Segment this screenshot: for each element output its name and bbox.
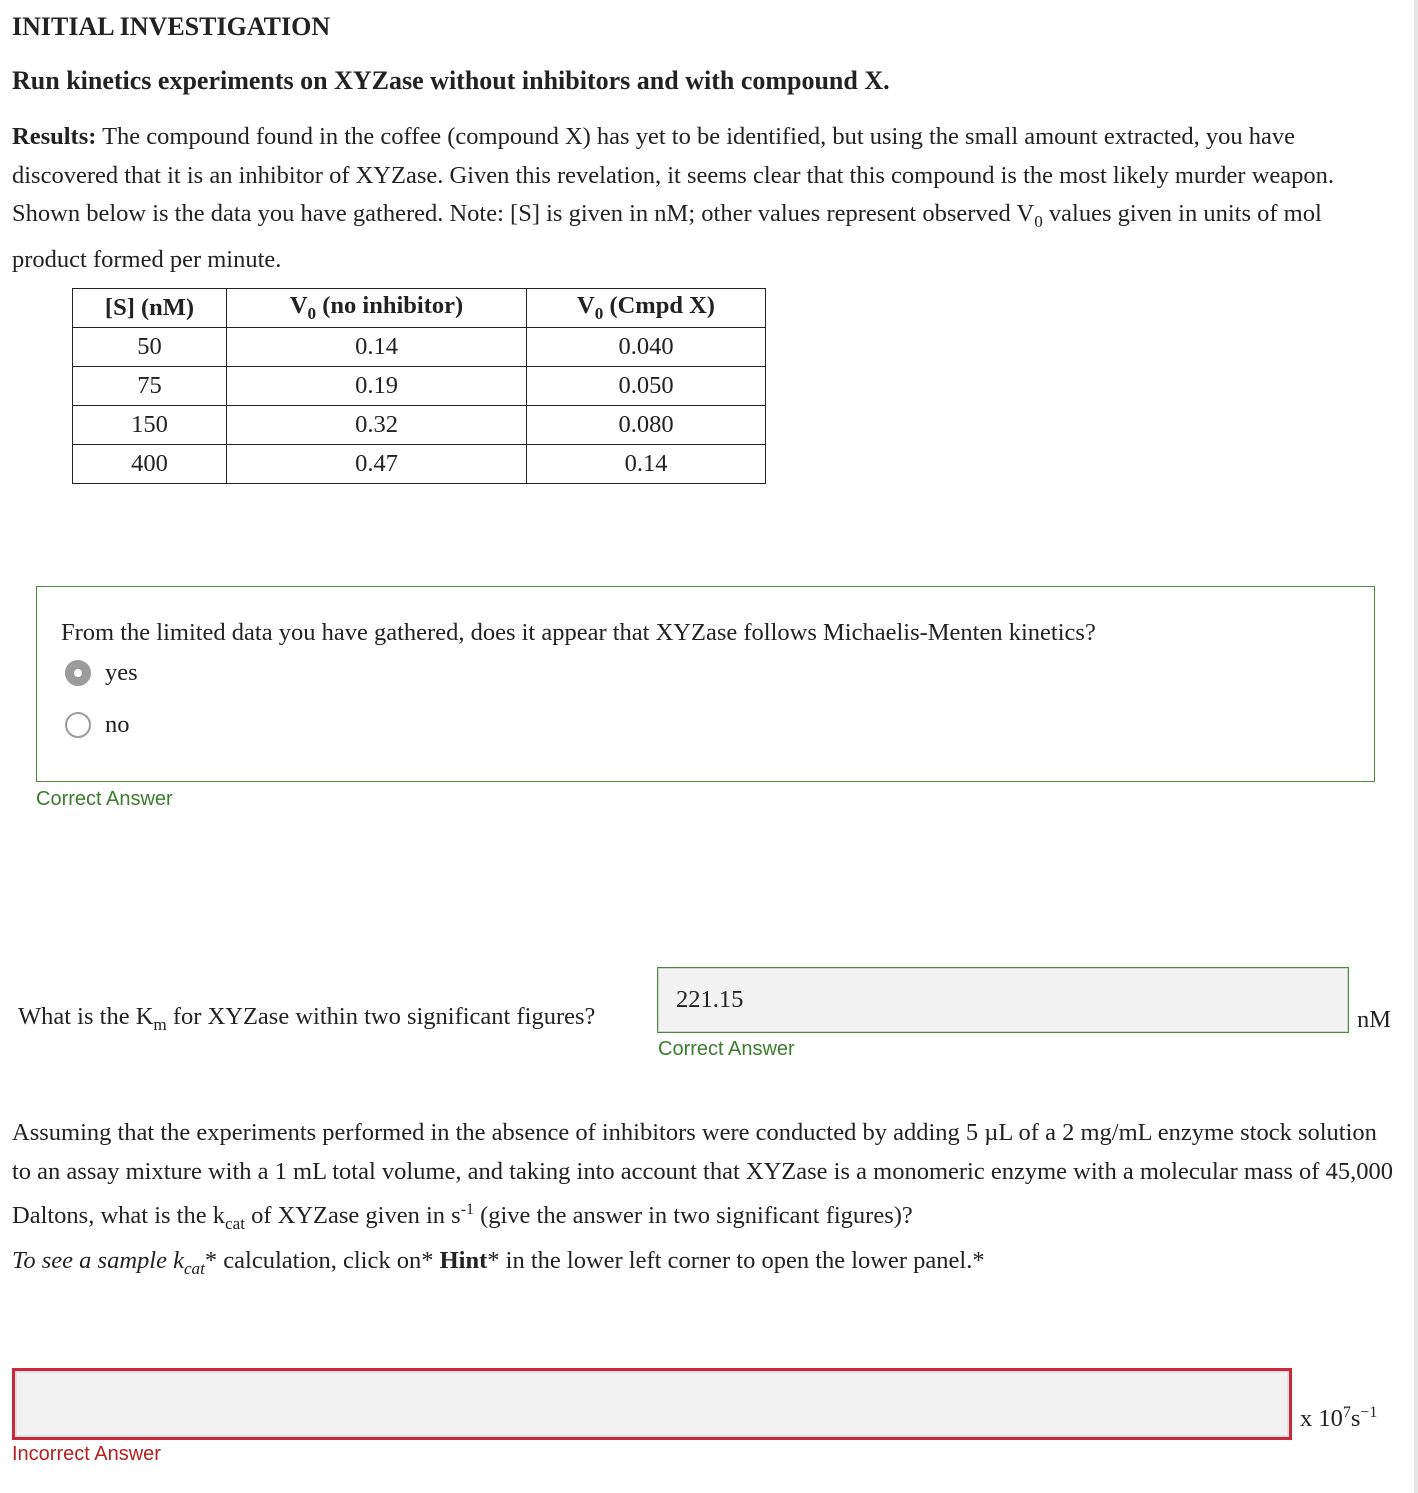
table-cell: 0.040: [527, 328, 766, 367]
mm-feedback: Correct Answer: [36, 788, 173, 810]
column-header-v0-cmpd-x: $V_0$ (Cmpd X): [527, 289, 766, 328]
table-cell: 150: [73, 406, 227, 445]
table-cell: 0.080: [527, 406, 766, 445]
table-cell: 0.050: [527, 367, 766, 406]
table-header-row: [73, 289, 766, 328]
option-yes-label: yes: [105, 659, 138, 686]
results-label: Results:: [12, 123, 97, 150]
kcat-answer-input[interactable]: [12, 1368, 1292, 1440]
option-no[interactable]: [65, 711, 130, 739]
table-cell: 50: [73, 328, 227, 367]
task-subheading: Run kinetics experiments on XYZase without inhibitors and with compound X.: [12, 66, 890, 95]
table-row: [73, 367, 766, 406]
table-cell: 0.14: [227, 328, 527, 367]
kcat-unit: x $10^7s^{-1}$: [1300, 1404, 1378, 1433]
column-header-v0-no-inhibitor: $V_0$ (no inhibitor): [227, 289, 527, 328]
kcat-feedback: Incorrect Answer: [12, 1443, 161, 1465]
hint-keyword: Hint: [439, 1247, 488, 1274]
column-header-substrate: [S] (nM): [73, 289, 227, 328]
michaelis-menten-question-box: [36, 586, 1375, 782]
km-answer-input[interactable]: [657, 967, 1349, 1033]
radio-yes[interactable]: [65, 660, 91, 686]
table-cell: 0.47: [227, 445, 527, 484]
table-cell: 0.14: [527, 445, 766, 484]
km-unit: nM: [1357, 1006, 1392, 1033]
kinetics-data-table: [72, 288, 766, 484]
km-feedback: Correct Answer: [658, 1038, 795, 1060]
table-cell: 0.32: [227, 406, 527, 445]
table-cell: 0.19: [227, 367, 527, 406]
table-row: [73, 445, 766, 484]
mm-question-text: From the limited data you have gathered, does it appear that XYZase follows Michaelis-Menten kinetics?: [61, 619, 1096, 646]
table-cell: 400: [73, 445, 227, 484]
kcat-question-text: Assuming that the experiments performed in the absence of inhibitors were conducted by adding 5 µL of a 2 mg/mL enzyme stock solution to an assay mixture with a 1 mL total volume, and taking into account that XYZase is a monomeric enzyme with a molecular mass of 45,000 Daltons, what is the $k_{cat}$ of XYZase given in $s^{-1}$ (give the answer in two significant figures)?: [12, 1119, 1393, 1234]
hint-instruction: To see a sample $k_{cat}*$ calculation, click on* Hint* in the lower left corner to open the lower panel.*: [12, 1247, 985, 1278]
option-yes[interactable]: [65, 659, 138, 687]
table-row: [73, 328, 766, 367]
section-heading: INITIAL INVESTIGATION: [12, 12, 331, 41]
table-cell: 75: [73, 367, 227, 406]
option-no-label: no: [105, 711, 130, 738]
table-row: [73, 406, 766, 445]
km-question-label: What is the $K_m$ for XYZase within two significant figures?: [18, 1003, 596, 1034]
radio-no[interactable]: [65, 712, 91, 738]
page-scrollbar[interactable]: [1414, 0, 1418, 1493]
results-paragraph: Results: The compound found in the coffee (compound X) has yet to be identified, but using the small amount extracted, you have discovered that it is an inhibitor of XYZase. Given this revelation, it seems clear that this compound is the most likely murder weapon. Shown below is the data you have gathered. Note: [S] is given in nM; other values represent observed $V_0$ values given in units of mol product formed per minute.: [12, 123, 1335, 274]
